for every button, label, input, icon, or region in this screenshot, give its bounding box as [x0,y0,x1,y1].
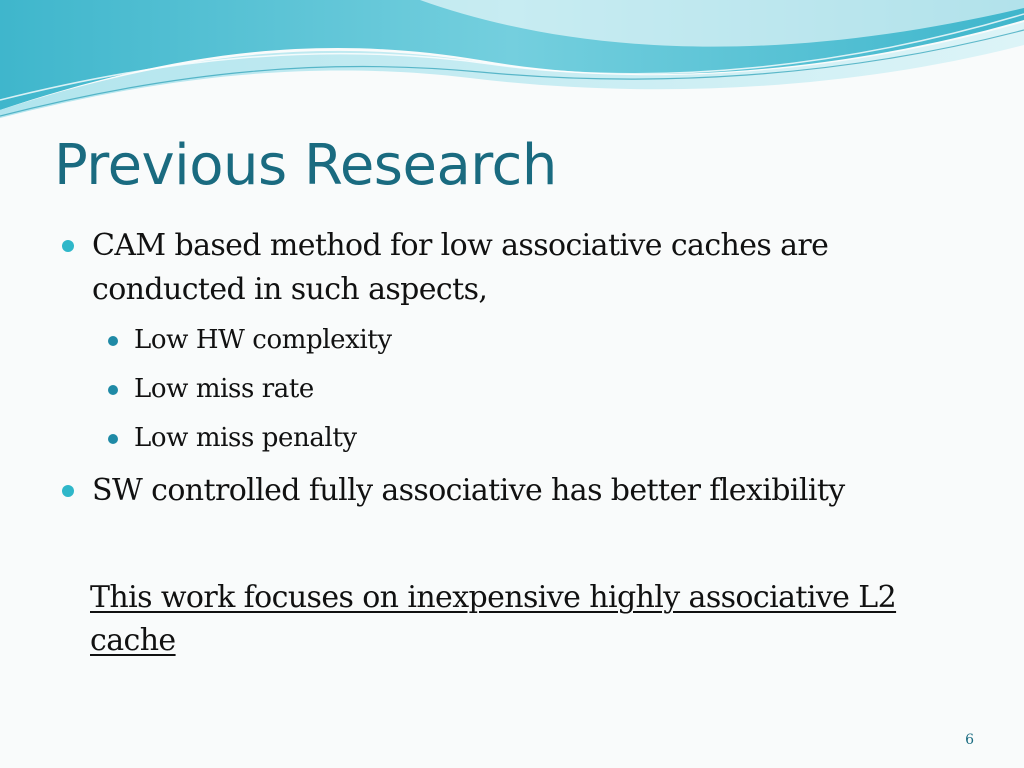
focus-statement: This work focuses on inexpensive highly associative L2 cache [90,580,897,658]
bullet-icon [62,485,74,497]
sub-bullet-item [108,320,392,360]
sub-bullet-icon [108,385,118,395]
bullet-text: SW controlled fully associative has better flexibility [92,473,845,508]
wave-header-decoration [0,0,1024,130]
bullet-item [62,224,942,312]
sub-bullet-icon [108,434,118,444]
sub-bullet-item [108,369,314,409]
sub-bullet-item [108,418,357,458]
page-number: 6 [965,732,974,748]
bullet-item [62,469,942,513]
sub-bullet-text: Low HW complexity [134,325,392,355]
sub-bullet-text: Low miss rate [134,374,314,404]
slide-title: Previous Research [54,133,557,198]
bullet-text: CAM based method for low associative caches are conducted in such aspects, [92,228,829,307]
sub-bullet-icon [108,336,118,346]
sub-bullet-text: Low miss penalty [134,423,357,453]
bullet-icon [62,240,74,252]
